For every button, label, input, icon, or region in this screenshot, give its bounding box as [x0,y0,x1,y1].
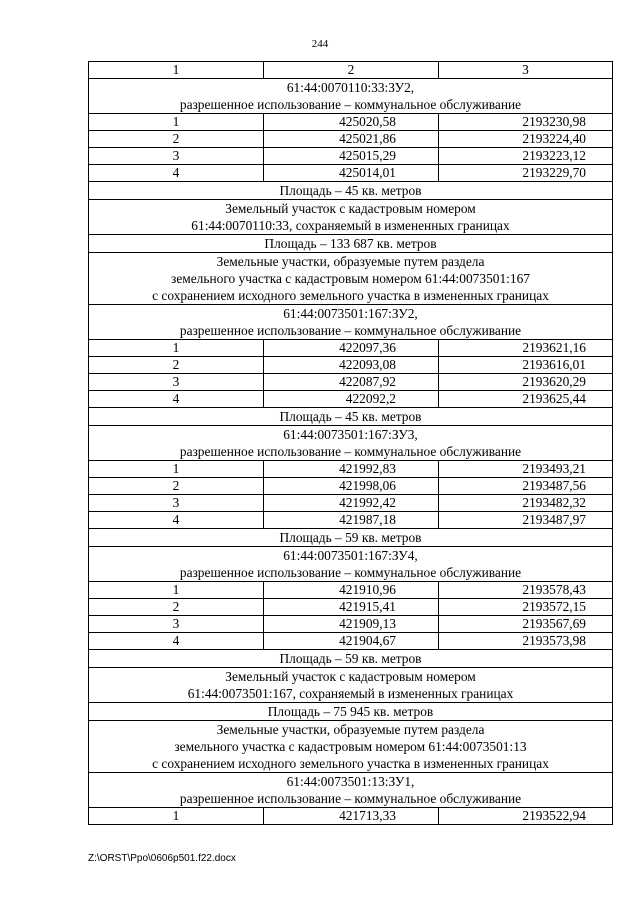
y-coordinate-cell: 2193573,98 [439,633,613,650]
point-number-cell: 1 [89,808,264,825]
y-coordinate-cell: 2193229,70 [439,165,613,182]
y-coordinate-cell: 2193230,98 [439,114,613,131]
section-line: 61:44:0073501:167:ЗУ4, [283,548,418,563]
point-number-cell: 3 [89,374,264,391]
header-cell-3: 3 [439,62,613,79]
section-cell [89,235,613,253]
section-cell [89,182,613,200]
point-number-cell: 3 [89,616,264,633]
point-number-cell: 2 [89,478,264,495]
section-row [89,721,613,773]
section-cell [89,253,613,305]
section-line: Площадь – 59 кв. метров [279,530,422,545]
x-coordinate-cell: 421992,83 [264,461,439,478]
y-coordinate-cell: 2193223,12 [439,148,613,165]
section-cell [89,200,613,235]
point-number-cell: 3 [89,495,264,512]
coordinate-row [89,633,613,650]
coordinate-row [89,495,613,512]
section-cell [89,305,613,340]
section-row [89,79,613,114]
x-coordinate-cell: 425015,29 [264,148,439,165]
y-coordinate-cell: 2193493,21 [439,461,613,478]
coordinate-row [89,478,613,495]
section-line: 61:44:0073501:167:ЗУ2, [283,306,418,321]
section-row [89,547,613,582]
point-number-cell: 4 [89,165,264,182]
header-cell-2: 2 [264,62,439,79]
y-coordinate-cell: 2193620,29 [439,374,613,391]
section-line: земельного участка с кадастровым номером 61:44:0073501:13 [174,739,527,754]
y-coordinate-cell: 2193567,69 [439,616,613,633]
section-line: разрешенное использование – коммунальное обслуживание [179,791,522,806]
point-number-cell: 1 [89,582,264,599]
coordinate-row [89,374,613,391]
section-line: с сохранением исходного земельного участка в измененных границах [152,288,549,303]
section-cell [89,547,613,582]
section-row [89,650,613,668]
y-coordinate-cell: 2193621,16 [439,340,613,357]
coordinate-row [89,165,613,182]
x-coordinate-cell: 422087,92 [264,374,439,391]
x-coordinate-cell: 422092,2 [264,391,439,408]
point-number-cell: 2 [89,131,264,148]
section-line: разрешенное использование – коммунальное обслуживание [179,444,522,459]
coordinate-row [89,148,613,165]
header-cell-1: 1 [89,62,264,79]
x-coordinate-cell: 421910,96 [264,582,439,599]
header-row [89,62,613,79]
section-row [89,253,613,305]
x-coordinate-cell: 422093,08 [264,357,439,374]
page-number: 244 [311,38,329,50]
section-line: разрешенное использование – коммунальное обслуживание [179,97,522,112]
x-coordinate-cell: 421904,67 [264,633,439,650]
y-coordinate-cell: 2193487,56 [439,478,613,495]
section-cell [89,668,613,703]
x-coordinate-cell: 425014,01 [264,165,439,182]
section-row [89,408,613,426]
file-path-footer: Z:\ORST\Ppo\0606p501.f22.docx [88,853,236,864]
section-line: Земельный участок с кадастровым номером [225,669,476,684]
section-line: Площадь – 59 кв. метров [279,651,422,666]
point-number-cell: 1 [89,114,264,131]
section-line: Площадь – 45 кв. метров [279,409,422,424]
section-cell [89,408,613,426]
x-coordinate-cell: 421909,13 [264,616,439,633]
y-coordinate-cell: 2193616,01 [439,357,613,374]
section-line: 61:44:0073501:167, сохраняемый в измененных границах [187,686,514,701]
section-cell [89,650,613,668]
point-number-cell: 4 [89,512,264,529]
y-coordinate-cell: 2193625,44 [439,391,613,408]
section-line: земельного участка с кадастровым номером 61:44:0073501:167 [171,271,530,286]
y-coordinate-cell: 2193224,40 [439,131,613,148]
coordinates-table [88,61,613,825]
section-row [89,235,613,253]
section-line: 61:44:0070110:33, сохраняемый в измененных границах [191,218,510,233]
section-line: разрешенное использование – коммунальное обслуживание [179,323,522,338]
section-line: разрешенное использование – коммунальное обслуживание [179,565,522,580]
coordinates-table-body [89,62,613,825]
section-row [89,426,613,461]
point-number-cell: 4 [89,633,264,650]
x-coordinate-cell: 421992,42 [264,495,439,512]
section-line: с сохранением исходного земельного участка в измененных границах [152,756,549,771]
section-line: Земельные участки, образуемые путем раздела [216,722,485,737]
coordinate-row [89,461,613,478]
coordinate-row [89,391,613,408]
section-row [89,305,613,340]
section-line: Площадь – 45 кв. метров [279,183,422,198]
y-coordinate-cell: 2193482,32 [439,495,613,512]
section-line: Земельные участки, образуемые путем раздела [216,254,485,269]
y-coordinate-cell: 2193522,94 [439,808,613,825]
coordinate-row [89,131,613,148]
coordinate-row [89,582,613,599]
x-coordinate-cell: 421915,41 [264,599,439,616]
y-coordinate-cell: 2193487,97 [439,512,613,529]
section-cell [89,773,613,808]
section-row [89,182,613,200]
y-coordinate-cell: 2193572,15 [439,599,613,616]
x-coordinate-cell: 425020,58 [264,114,439,131]
point-number-cell: 1 [89,340,264,357]
coordinate-row [89,808,613,825]
y-coordinate-cell: 2193578,43 [439,582,613,599]
point-number-cell: 4 [89,391,264,408]
section-row [89,668,613,703]
section-line: Площадь – 75 945 кв. метров [267,704,434,719]
point-number-cell: 1 [89,461,264,478]
section-row [89,773,613,808]
section-cell [89,79,613,114]
point-number-cell: 3 [89,148,264,165]
coordinate-row [89,340,613,357]
section-line: Площадь – 133 687 кв. метров [264,236,437,251]
section-row [89,703,613,721]
x-coordinate-cell: 421987,18 [264,512,439,529]
point-number-cell: 2 [89,357,264,374]
section-line: 61:44:0073501:13:ЗУ1, [286,774,415,789]
coordinate-row [89,357,613,374]
section-row [89,200,613,235]
section-cell [89,426,613,461]
section-line: Земельный участок с кадастровым номером [225,201,476,216]
x-coordinate-cell: 422097,36 [264,340,439,357]
section-line: 61:44:0070110:33:ЗУ2, [286,80,415,95]
coordinate-row [89,512,613,529]
section-line: 61:44:0073501:167:ЗУ3, [283,427,418,442]
section-cell [89,721,613,773]
coordinate-row [89,616,613,633]
section-row [89,529,613,547]
point-number-cell: 2 [89,599,264,616]
x-coordinate-cell: 421713,33 [264,808,439,825]
x-coordinate-cell: 425021,86 [264,131,439,148]
x-coordinate-cell: 421998,06 [264,478,439,495]
section-cell [89,703,613,721]
coordinate-row [89,114,613,131]
coordinate-row [89,599,613,616]
section-cell [89,529,613,547]
